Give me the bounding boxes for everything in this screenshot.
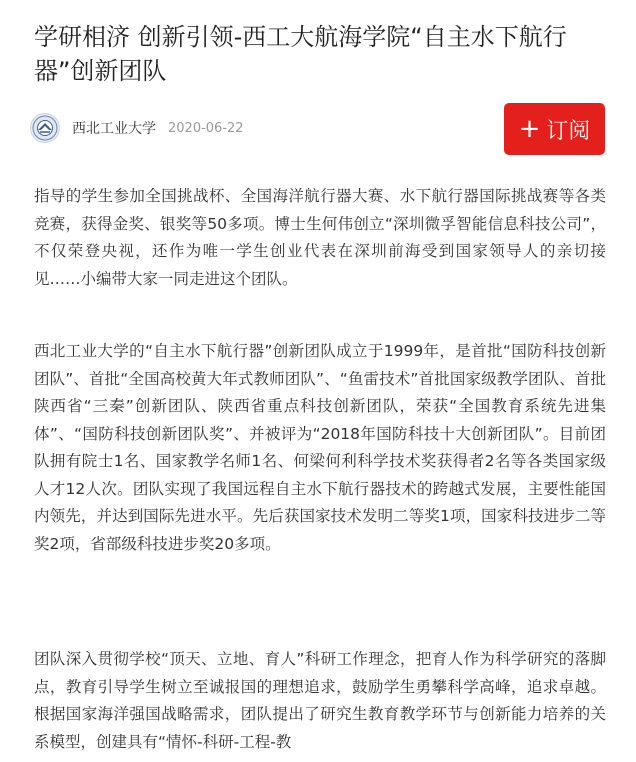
article-paragraph: 西北工业大学的“自主水下航行器”创新团队成立于1999年，是首批“国防科技创新团队”、首批“全国高校黄大年式教师团队”、“鱼雷技术”首批国家级教学团队、首批陕西省“三秦”创新团队、陕西省重点科技创新团队，荣获“全国教育系统先进集体”、“国防科技创新团队奖”、并被评为“2018年国防科技十大创新团队”。目前团队拥有院士1名、国家教学名师1名、何梁何利科学技术奖获得者2名等各类国家级人才12人次。团队实现了我国远程自主水下航行器技术的跨越式发展，主要性能国内领先，并达到国际先进水平。先后获国家技术发明二等奖1项，国家科技进步二等奖2项，省部级科技进步奖20多项。	[34, 342, 606, 553]
article-paragraph: 团队深入贯彻学校“顶天、立地、育人”科研工作理念，把育人作为科学研究的落脚点，教育引导学生树立至诚报国的理想追求，鼓励学生勇攀科学高峰，追求卓越。根据国家海洋强国战略需求，团队提出了研究生教育教学环节与创新能力培养的关系模型，创建具有“情怀-科研-工程-教	[34, 650, 606, 751]
subscribe-button[interactable]	[504, 103, 605, 155]
subscribe-label: 订阅	[546, 118, 591, 144]
article-meta	[30, 111, 244, 145]
publish-date: 2020-06-22	[168, 120, 244, 136]
author-name[interactable]: 西北工业大学	[72, 121, 156, 137]
article-paragraph: 指导的学生参加全国挑战杯、全国海洋航行器大赛、水下航行器国际挑战赛等各类竞赛，获得金奖、银奖等50多项。博士生何伟创立“深圳微孚智能信息科技公司”，不仅荣登央视，还作为唯一学生创业代表在深圳前海受到国家领导人的亲切接见……小编带大家一同走进这个团队。	[34, 187, 606, 288]
plus-icon: +	[518, 114, 541, 144]
university-logo-icon[interactable]	[30, 113, 60, 143]
article-title: 学研相济 创新引领-西工大航海学院“自主水下航行器”创新团队	[34, 23, 567, 85]
logo-graphic	[32, 115, 58, 141]
